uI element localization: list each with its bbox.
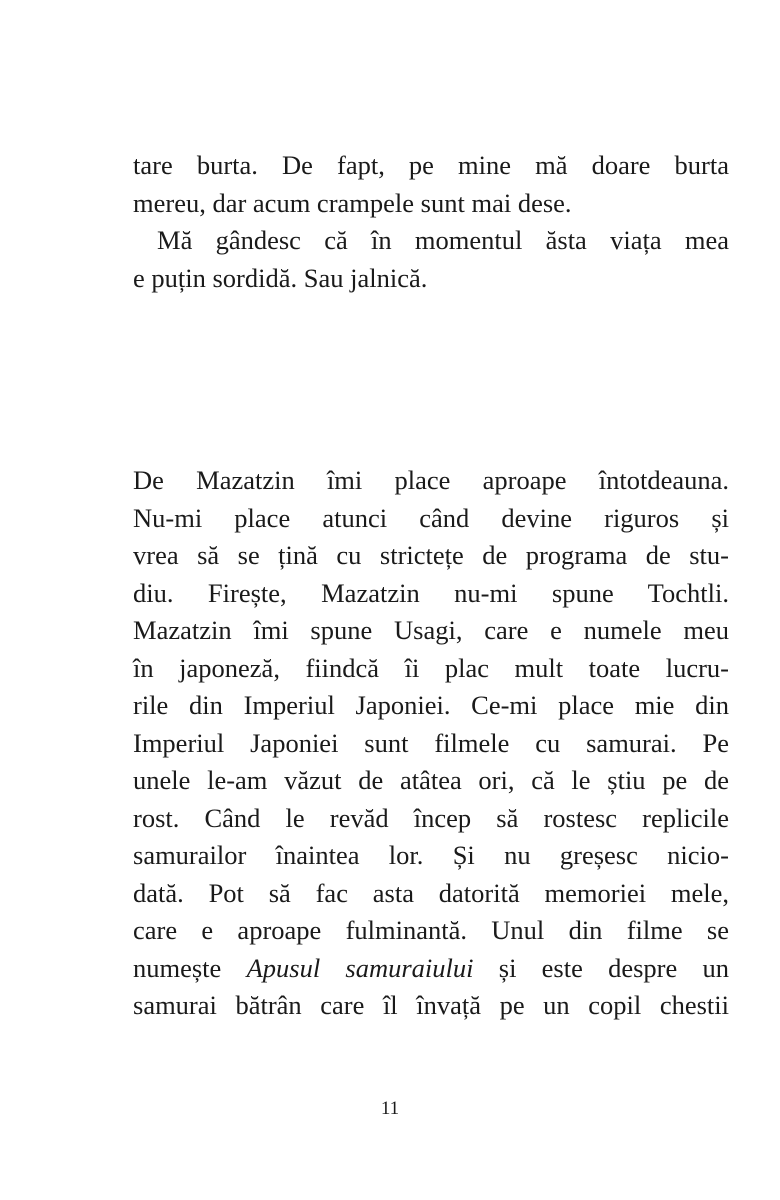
text-line-with-title — [133, 950, 729, 988]
text-line: De Mazatzin îmi place aproape întotdeauna. — [133, 465, 729, 495]
text-line: samurai bătrân care îl învață pe un copil chestii — [133, 990, 729, 1020]
text-segment: și este despre un — [473, 952, 729, 983]
text-line: tare burta. De fapt, pe mine mă doare burta — [133, 150, 729, 180]
text-line: e puțin sordidă. Sau jalnică. — [133, 262, 428, 293]
text-line: Nu-mi place atunci când devine riguros și — [133, 502, 729, 533]
text-line: rile din Imperiul Japoniei. Ce-mi place mie din — [133, 690, 729, 720]
text-line: diu. Firește, Mazatzin nu-mi spune Tochtli. — [133, 577, 729, 608]
paragraph-block-2 — [133, 462, 729, 1025]
film-title: Apusul samuraiului — [246, 952, 474, 983]
text-line: mereu, dar acum crampele sunt mai dese. — [133, 187, 572, 218]
text-line: Mă gândesc că în momentul ăsta viața mea — [157, 225, 729, 255]
text-line: samurailor înaintea lor. Și nu greșesc nicio- — [133, 840, 729, 870]
text-line: Mazatzin îmi spune Usagi, care e numele meu — [133, 615, 729, 645]
text-segment: numește — [133, 952, 247, 983]
text-line: dată. Pot să fac asta datorită memoriei mele, — [133, 877, 729, 908]
paragraph-block-1 — [133, 147, 729, 297]
text-line: în japoneză, fiindcă îi plac mult toate lucru- — [133, 652, 729, 683]
page-number: 11 — [380, 1098, 400, 1119]
text-line: care e aproape fulminantă. Unul din filme se — [133, 915, 729, 945]
text-line: vrea să se țină cu strictețe de programa de stu- — [133, 540, 729, 570]
text-line: Imperiul Japoniei sunt filmele cu samurai. Pe — [133, 727, 729, 758]
text-line: unele le-am văzut de atâtea ori, că le știu pe de — [133, 765, 729, 795]
text-line: rost. Când le revăd încep să rostesc replicile — [133, 802, 729, 833]
